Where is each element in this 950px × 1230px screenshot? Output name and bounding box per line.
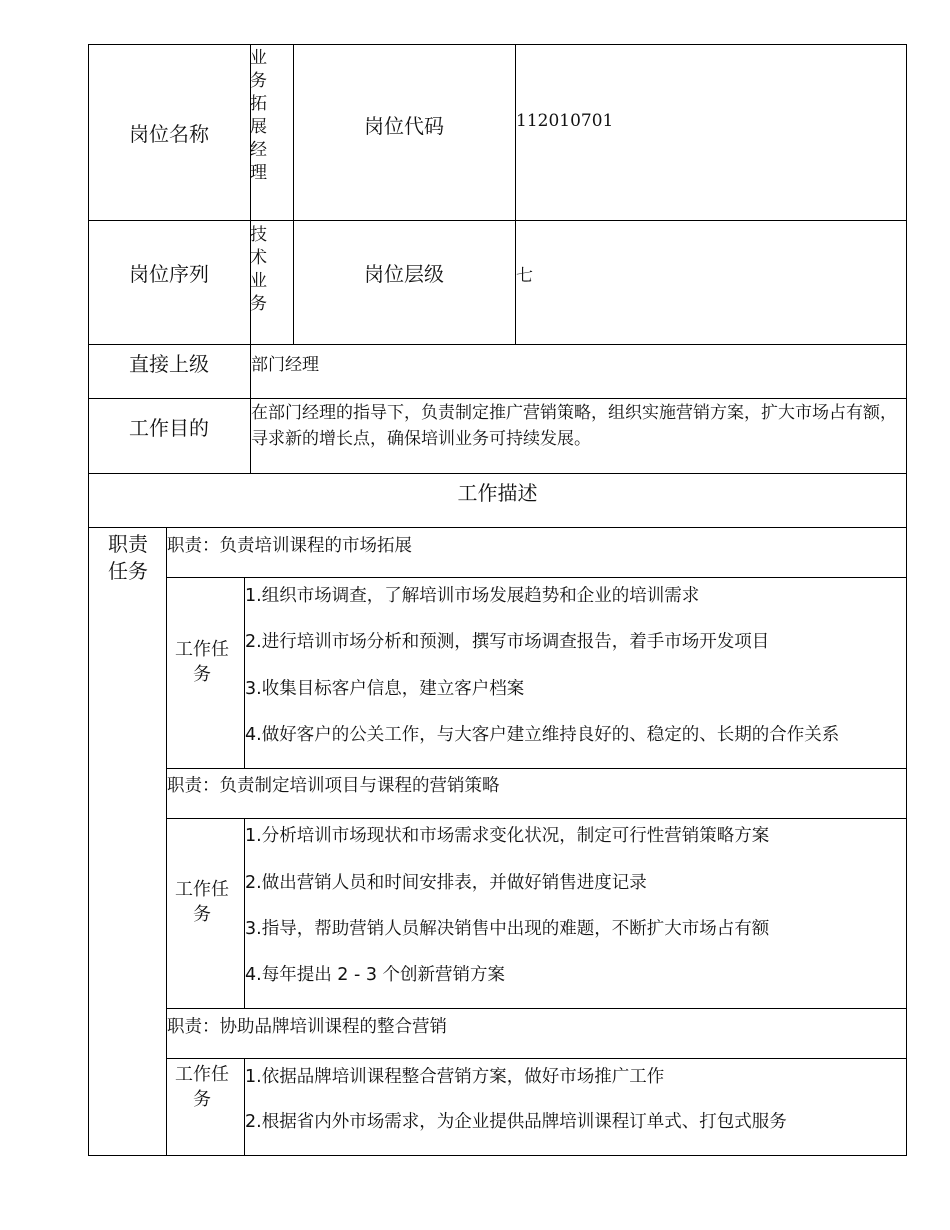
task-item: 1.组织市场调查，了解培训市场发展趋势和企业的培训需求: [245, 586, 700, 606]
position-series-value: 技术业务: [250, 225, 267, 314]
section-title: 工作描述: [457, 480, 538, 505]
row-divider: [166, 818, 907, 819]
row-divider: [166, 577, 907, 578]
supervisor-label: 直接上级: [129, 351, 209, 376]
task-item: 3.指导，帮助营销人员解决销售中出现的难题，不断扩大市场占有额: [245, 919, 770, 939]
task-label: 工作任务: [175, 879, 229, 925]
row-divider: [166, 1008, 907, 1009]
supervisor-value: 部门经理: [251, 355, 319, 375]
column-divider: [166, 527, 167, 1156]
task-item: 3.收集目标客户信息，建立客户档案: [245, 679, 525, 699]
task-item: 1.依据品牌培训课程整合营销方案，做好市场推广工作: [245, 1067, 665, 1087]
task-label: 工作任务: [175, 639, 229, 685]
position-name-label: 岗位名称: [129, 121, 209, 146]
position-code-value: 112010701: [516, 111, 614, 131]
task-item: 2.做出营销人员和时间安排表，并做好销售进度记录: [245, 873, 647, 893]
task-label: 工作任务: [175, 1064, 229, 1110]
duties-label: 职责任务: [108, 532, 148, 583]
position-level-label: 岗位层级: [364, 261, 444, 286]
task-item: 4.每年提出 2 - 3 个创新营销方案: [245, 965, 506, 985]
table-border-bottom: [88, 1155, 907, 1156]
row-divider: [88, 527, 907, 528]
table-border-right: [906, 44, 907, 1156]
purpose-value: 在部门经理的指导下，负责制定推广营销策略，组织实施营销方案，扩大市场占有额，寻求新的增长点，确保培训业务可持续发展。: [251, 403, 897, 449]
row-divider: [166, 1058, 907, 1059]
task-item: 1.分析培训市场现状和市场需求变化状况，制定可行性营销策略方案: [245, 826, 770, 846]
task-item: 2.根据省内外市场需求，为企业提供品牌培训课程订单式、打包式服务: [245, 1112, 787, 1132]
row-divider: [166, 768, 907, 769]
task-item: 4.做好客户的公关工作，与大客户建立维持良好的、稳定的、长期的合作关系: [245, 725, 840, 745]
position-name-value: 业务拓展经理: [250, 48, 267, 183]
task-item: 2.进行培训市场分析和预测，撰写市场调查报告，着手市场开发项目: [245, 632, 770, 652]
position-series-label: 岗位序列: [129, 261, 209, 286]
position-code-label: 岗位代码: [364, 113, 444, 138]
column-divider: [515, 44, 516, 345]
purpose-label: 工作目的: [129, 415, 209, 440]
duty-title: 职责：负责制定培训项目与课程的营销策略: [167, 776, 500, 796]
duty-title: 职责：负责培训课程的市场拓展: [167, 536, 412, 556]
duty-title: 职责：协助品牌培训课程的整合营销: [167, 1017, 447, 1037]
position-level-value: 七: [516, 266, 533, 286]
